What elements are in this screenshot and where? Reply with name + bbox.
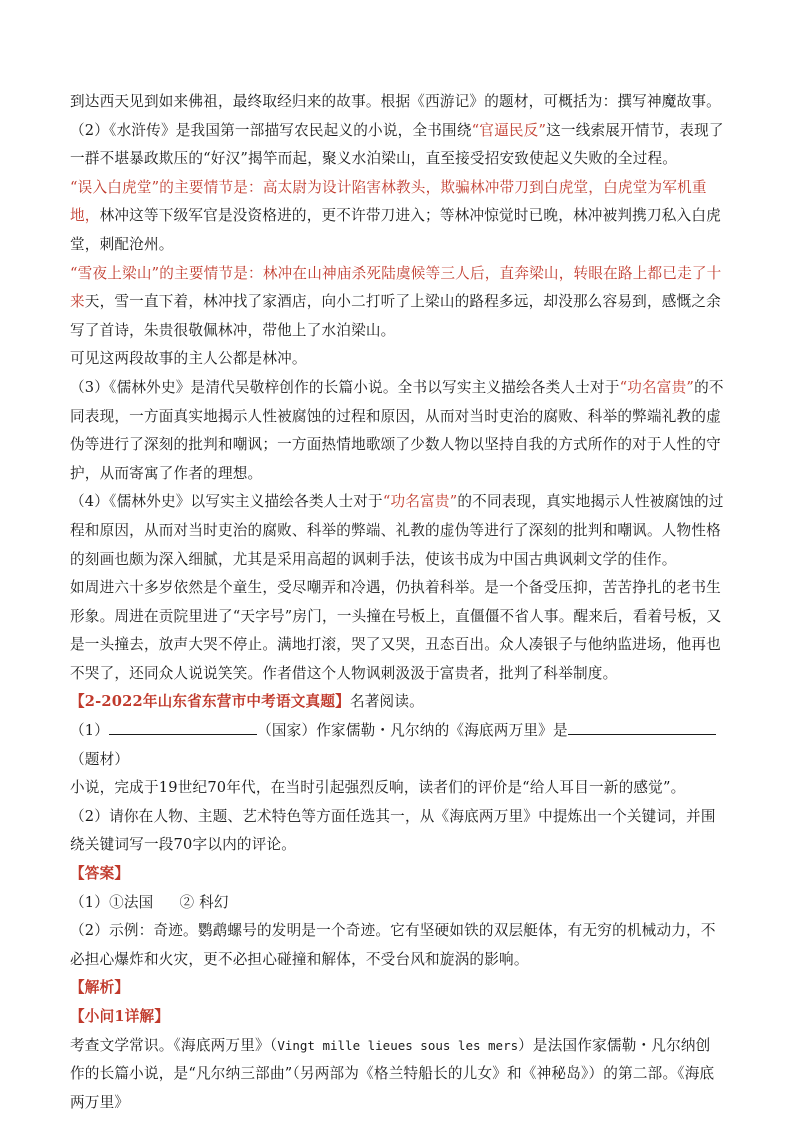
text-segment: 考查文学常识。《海底两万里》（ [70, 1036, 278, 1054]
highlight-text: “误入白虎堂”的主要情节是：高太尉为设计陷害林教头，欺骗林冲带刀到白虎堂，白虎堂为军机重地， [70, 178, 707, 225]
text-segment: 这一线索展开情节，表现了一群不堪暴政欺压的“好汉”揭竿而起，聚义水泊梁山，直至接受招安致使起义失败的全过程。 [70, 121, 724, 168]
answer-item-first: ①法国 [109, 893, 154, 911]
answer-blank-country[interactable] [109, 718, 257, 735]
text-segment: （3）《儒林外史》是清代吴敬梓创作的长篇小说。全书以写实主义描绘各类人士对于 [70, 378, 620, 396]
question-2: （2）请你在人物、主题、艺术特色等方面任选其一，从《海底两万里》中提炼出一个关键词，并围绕关键词写一段70字以内的评论。 [70, 807, 716, 854]
paragraph-zhoujin: 如周进六十多岁依然是个童生，受尽嘲弄和冷遇，仍执着科举。是一个备受压抑，苦苦挣扎的老书生形象。周进在贡院里进了“天字号”房门，一头撞在号板上，直僵僵不省人事。醒来后，看着号板，又是一头撞去，放声大哭不停止。满地打滚，哭了又哭，丑态百出。众人凑银子与他纳监进场，他再也不哭了，还同众人说说笑笑。作者借这个人物讽刺汲汲于富贵者，批判了科举制度。 [70, 579, 722, 682]
text-segment: 的不同表现，一方面真实地揭示人性被腐蚀的过程和原因，从而对当时吏治的腐败、科举的弊端礼教的虚伪等进行了深刻的批判和嘲讽；一方面热情地歌颂了少数人物以坚持自我的方式所作的对于人性的守护，从而寄寓了作者的理想。 [70, 378, 724, 482]
answer-blank-genre[interactable] [568, 718, 716, 735]
highlight-text: “官逼民反” [471, 121, 547, 139]
text-segment: 天，雪一直下着，林冲找了家酒店，向小二打听了上梁山的路程多远，却没那么容易到，感慨之余写了首诗，朱贵很敬佩林冲，带他上了水泊梁山。 [70, 293, 721, 339]
highlight-text: “功名富贵” [619, 378, 695, 396]
answer-item-second: ② 科幻 [179, 893, 229, 911]
question-title: 名著阅读。 [349, 693, 424, 711]
paragraph-journey-west: 到达西天见到如来佛祖，最终取经归来的故事。根据《西游记》的题材，可概括为：撰写神魔故事。 [70, 93, 721, 110]
analysis-label: 【解析】 [70, 979, 130, 997]
text-segment: （国家）作家儒勒・凡尔纳的《海底两万里》是 [257, 722, 568, 740]
analysis-sub-label: 【小问1详解】 [70, 1008, 170, 1025]
highlight-text: “功名富贵” [382, 493, 458, 511]
answer-1 [70, 889, 725, 918]
paragraph-white-tiger-hall [70, 174, 725, 260]
document-page [70, 88, 725, 1117]
analysis-text [70, 1032, 725, 1118]
paragraph-scholars-3 [70, 374, 725, 488]
paragraph-conclusion-linchong: 可见这两段故事的主人公都是林冲。 [70, 350, 307, 368]
text-segment: 小说，完成于19世纪70年代，在当时引起强烈反响，读者们的评价是“给人耳目一新的感觉”。 [70, 779, 686, 797]
question-heading [70, 688, 725, 717]
text-segment: 的不同表现，真实地揭示人性被腐蚀的过程和原因，从而对当时吏治的腐败、科举的弊端、礼教的虚伪等进行了深刻的批判和嘲讽。人物性格的刻画也颇为深入细腻，尤其是采用高超的讽刺手法，使该书成为中国古典讽刺文学的佳作。 [70, 493, 724, 568]
text-segment: （题材） [70, 750, 130, 768]
text-segment: （4）《儒林外史》以写实主义描绘各类人士对于 [70, 493, 383, 511]
text-segment: （1） [70, 893, 110, 911]
answer-label: 【答案】 [70, 865, 130, 883]
text-segment: （2）《水浒传》是我国第一部描写农民起义的小说，全书围绕 [70, 121, 472, 139]
original-title-latin: Vingt mille lieues sous les mers [277, 1037, 519, 1053]
text-segment: 林冲这等下级军官是没资格进的，更不许带刀进入；等林冲惊觉时已晚，林冲被判携刀私入白虎堂，刺配沧州。 [70, 207, 721, 253]
paragraph-snowy-night [70, 260, 725, 346]
paragraph-scholars-4 [70, 488, 725, 574]
text-segment: ）是法国作家儒勒・凡尔纳创作的长篇小说，是“凡尔纳三部曲”（另两部为《格兰特船长的儿女》和《神秘岛》）的第二部。《海底两万里》 [70, 1036, 715, 1111]
answer-2: （2）示例：奇迹。鹦鹉螺号的发明是一个奇迹。它有坚硬如铁的双层艇体，有无穷的机械动力，不必担心爆炸和火灾，更不必担心碰撞和解体，不受台风和旋涡的影响。 [70, 922, 716, 968]
highlight-text: “雪夜上梁山”的主要情节是：林冲在山神庙杀死陆虞候等三人后，直奔梁山，转眼在路上都已走了十来 [70, 264, 722, 311]
question-1 [70, 717, 725, 803]
question-source-tag: 【2-2022年山东省东营市中考语文真题】 [70, 693, 350, 711]
paragraph-water-margin [70, 117, 725, 174]
text-segment: （1） [70, 722, 110, 740]
